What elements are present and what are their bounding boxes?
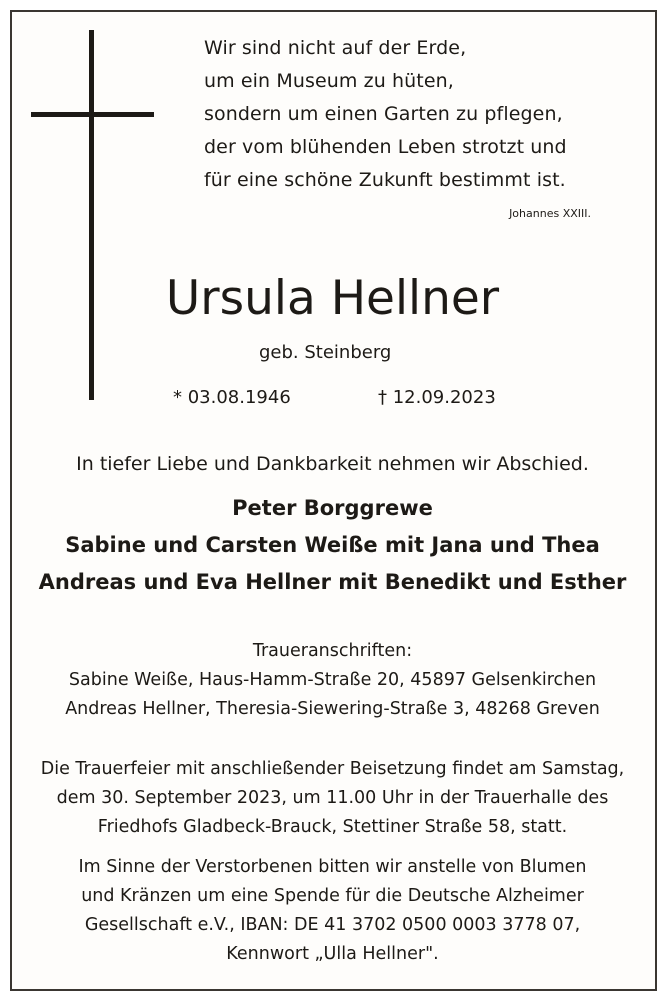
- funeral-service-info: [0, 755, 665, 842]
- mourner-line: Sabine und Carsten Weiße mit Jana und Thea: [65, 533, 600, 557]
- farewell-text: In tiefer Liebe und Dankbarkeit nehmen wir Abschied.: [76, 453, 589, 475]
- service-line: dem 30. September 2023, um 11.00 Uhr in der Trauerhalle des: [56, 788, 609, 808]
- donation-request: [0, 853, 665, 969]
- service-line: Die Trauerfeier mit anschließender Beisetzung findet am Samstag,: [40, 759, 625, 779]
- poem: [204, 32, 634, 197]
- cross-horizontal-bar: [31, 112, 154, 117]
- poem-line: um ein Museum zu hüten,: [204, 70, 454, 92]
- donation-line: Im Sinne der Verstorbenen bitten wir anstelle von Blumen: [78, 857, 587, 877]
- address-line: Andreas Hellner, Theresia-Siewering-Straße 3, 48268 Greven: [65, 699, 600, 719]
- cross-vertical-bar: [89, 30, 94, 400]
- donation-line: Gesellschaft e.V., IBAN: DE 41 3702 0500 0003 3778 07,: [84, 915, 581, 935]
- death-date: † 12.09.2023: [378, 387, 496, 408]
- donation-line: Kennwort „Ulla Hellner".: [226, 944, 439, 964]
- address-line: Sabine Weiße, Haus-Hamm-Straße 20, 45897 Gelsenkirchen: [68, 670, 597, 690]
- poem-line: sondern um einen Garten zu pflegen,: [204, 103, 563, 125]
- mourners-list: [0, 490, 665, 601]
- donation-line: und Kränzen um eine Spende für die Deutsche Alzheimer: [81, 886, 584, 906]
- mourner-line: Peter Borggrewe: [232, 496, 433, 520]
- addresses-heading: Traueranschriften:: [252, 641, 413, 661]
- mourning-addresses: [0, 637, 665, 724]
- birth-date: * 03.08.1946: [173, 387, 291, 408]
- poem-author: Johannes XXIII.: [509, 207, 591, 220]
- deceased-name: Ursula Hellner: [165, 271, 500, 326]
- mourner-line: Andreas und Eva Hellner mit Benedikt und Esther: [38, 570, 627, 594]
- poem-line: der vom blühenden Leben strotzt und: [204, 136, 567, 158]
- poem-line: für eine schöne Zukunft bestimmt ist.: [204, 169, 566, 191]
- poem-line: Wir sind nicht auf der Erde,: [204, 37, 467, 59]
- birth-name: geb. Steinberg: [259, 342, 392, 363]
- service-line: Friedhofs Gladbeck-Brauck, Stettiner Straße 58, statt.: [97, 817, 568, 837]
